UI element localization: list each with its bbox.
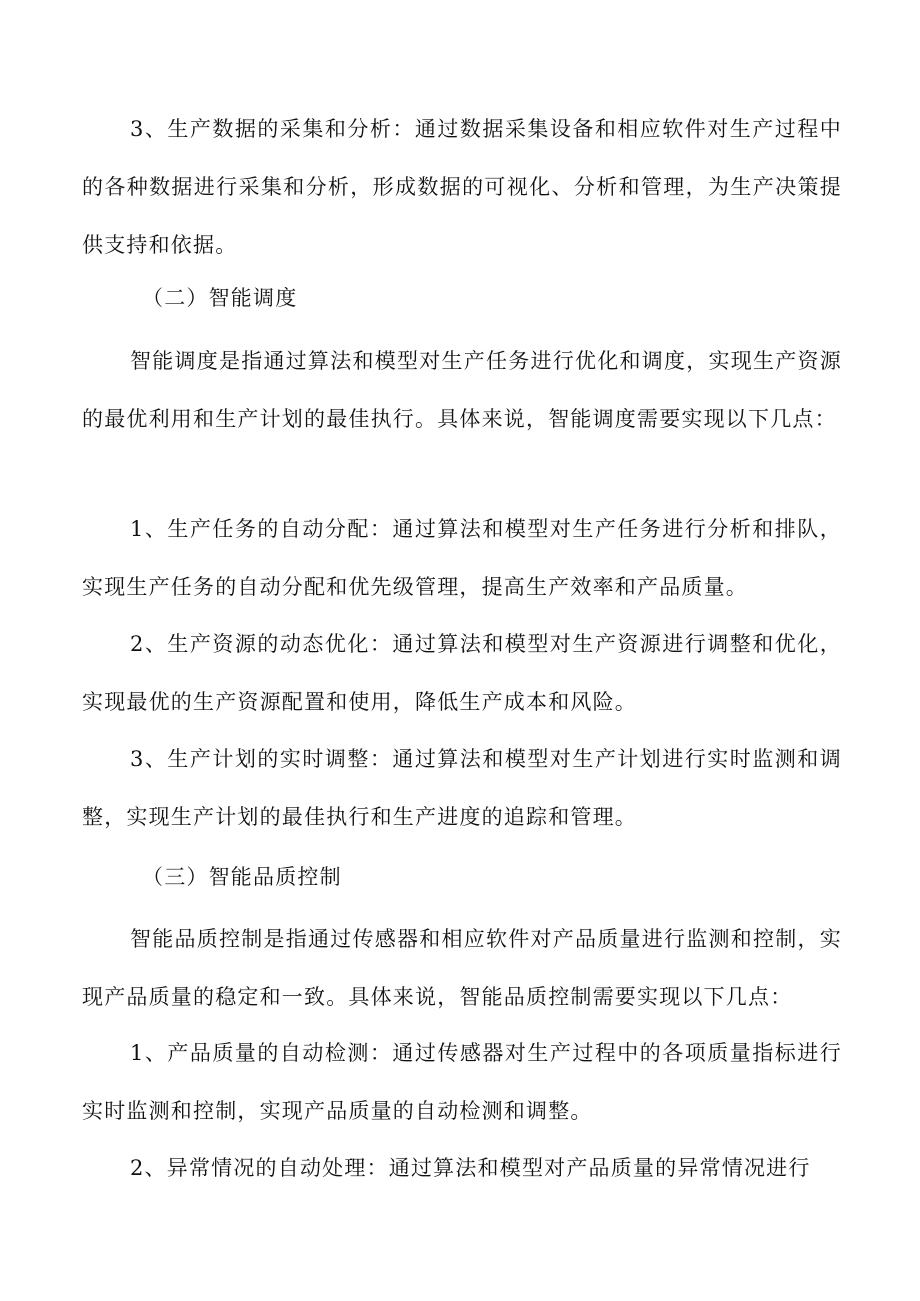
paragraph-quality-intro: 智能品质控制是指通过传感器和相应软件对产品质量进行监测和控制，实现产品质量的稳定和一致。具体来说，智能品质控制需要实现以下几点： (82, 927, 842, 1009)
paragraph-exception-handling: 2、异常情况的自动处理：通过算法和模型对产品质量的异常情况进行 (130, 1156, 811, 1180)
paragraph-resource-optimization: 2、生产资源的动态优化：通过算法和模型对生产资源进行调整和优化，实现最优的生产资源配置和使用，降低生产成本和风险。 (82, 632, 842, 714)
paragraph-scheduling-intro: 智能调度是指通过算法和模型对生产任务进行优化和调度，实现生产资源的最优利用和生产计划的最佳执行。具体来说，智能调度需要实现以下几点： (82, 349, 842, 431)
section-heading-quality-control: （三）智能品质控制 (142, 865, 342, 889)
paragraph-data-collection: 3、生产数据的采集和分析：通过数据采集设备和相应软件对生产过程中的各种数据进行采集和分析，形成数据的可视化、分析和管理，为生产决策提供支持和依据。 (82, 117, 842, 257)
paragraph-auto-inspection: 1、产品质量的自动检测：通过传感器对生产过程中的各项质量指标进行实时监测和控制，实现产品质量的自动检测和调整。 (82, 1041, 842, 1123)
section-heading-intelligent-scheduling: （二）智能调度 (142, 286, 298, 310)
paragraph-task-allocation: 1、生产任务的自动分配：通过算法和模型对生产任务进行分析和排队，实现生产任务的自动分配和优先级管理，提高生产效率和产品质量。 (82, 517, 842, 599)
paragraph-plan-adjustment: 3、生产计划的实时调整：通过算法和模型对生产计划进行实时监测和调整，实现生产计划的最佳执行和生产进度的追踪和管理。 (82, 747, 842, 829)
